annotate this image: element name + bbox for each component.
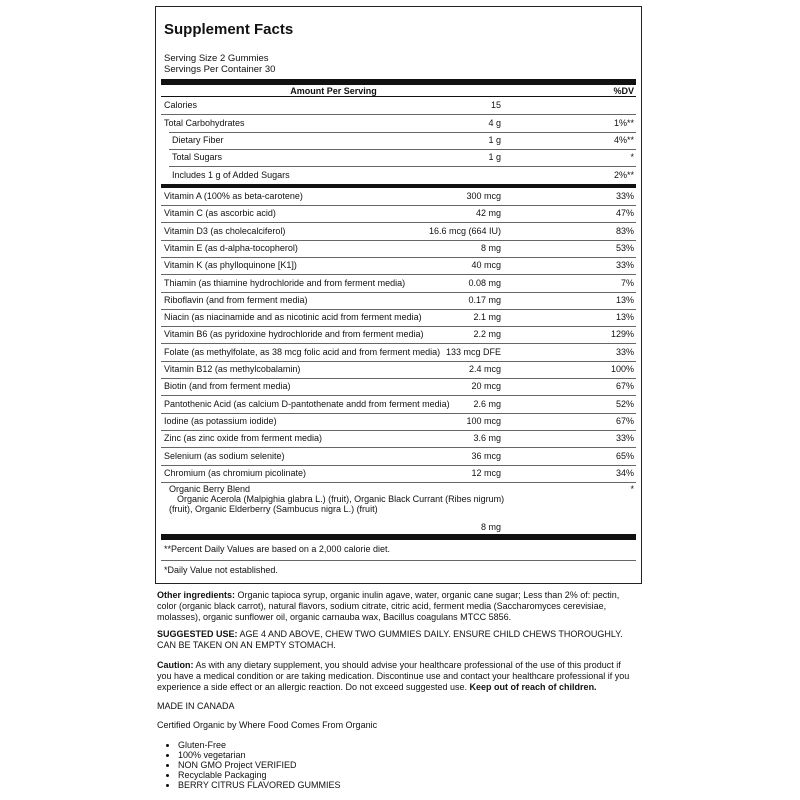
nutrient-name: Vitamin K (as phylloquinone [K1]) [164,260,297,270]
nutrient-name: Pantothenic Acid (as calcium D-pantothenate andd from ferment media) [164,399,450,409]
other-ingredients [157,590,637,623]
caution [157,660,637,693]
amount-per-serving-header: Amount Per Serving [290,86,377,96]
nutrient-name: Vitamin E (as d-alpha-tocopherol) [164,243,298,253]
row-divider [161,240,636,241]
row-divider [169,166,636,167]
row-divider [169,149,636,150]
suggested-use [157,629,637,651]
row-divider [161,430,636,431]
nutrient-amount: 300 mcg [466,191,501,201]
panel-title: Supplement Facts [164,21,294,38]
row-divider [169,132,636,133]
serving-size: Serving Size 2 Gummies [164,53,269,64]
other-ingredients-text: Organic tapioca syrup, organic inulin agave, water, organic cane sugar; Less than 2% of: pectin, color (organic black carrot), natural flavors, sodium citrate, citric acid, ferment media (Saccharomyces cerevisiae, molasses), organic sunflower oil, organic carnauba wax, Bacillus coagulans MTCC 5856. [157,590,620,622]
blend-amount: 8 mg [480,522,501,532]
caution-text: As with any dietary supplement, you should advise your healthcare professional of the use of this product if you have a medical condition or are taking medication. Discontinue use and contact your healthcare professional if you experience a side effect or an allergic reaction. Do not exceed suggested use. [157,660,630,692]
nutrient-amount: 0.08 mg [468,278,501,288]
row-divider [161,222,636,223]
nutrient-dv: 13% [615,295,634,305]
nutrient-amount: 2.2 mg [473,329,501,339]
nutrient-amount: 2.6 mg [473,399,501,409]
macro-name: Total Carbohydrates [164,118,245,128]
blend-name: Organic Berry Blend [169,484,251,494]
feature-item: • NON GMO Project VERIFIED [178,760,341,770]
nutrient-dv: 34% [615,468,634,478]
nutrient-name: Selenium (as sodium selenite) [164,451,285,461]
footnote-not-established: *Daily Value not established. [164,565,278,575]
nutrient-amount: 2.4 mcg [468,364,501,374]
nutrient-name: Niacin (as niacinamide and as nicotinic acid from ferment media) [164,312,422,322]
nutrient-name: Biotin (and from ferment media) [164,381,291,391]
nutrient-name: Riboflavin (and from ferment media) [164,295,308,305]
nutrient-name: Iodine (as potassium iodide) [164,416,277,426]
blend-dv: * [630,484,634,494]
macro-dv: 2%** [613,170,634,180]
nutrient-amount: 12 mcg [471,468,501,478]
nutrient-dv: 47% [615,208,634,218]
macro-dv: * [630,152,634,162]
serving-info [164,53,275,75]
footnote-divider [161,560,636,561]
caution-label: Caution: [157,660,194,670]
nutrient-dv: 53% [615,243,634,253]
macro-dv: 1%** [613,118,634,128]
row-divider [161,309,636,310]
nutrient-dv: 67% [615,381,634,391]
macro-name: Total Sugars [172,152,223,162]
nutrient-amount: 40 mcg [471,260,501,270]
row-divider [161,361,636,362]
nutrient-dv: 33% [615,433,634,443]
row-divider [161,292,636,293]
berry-blend [169,484,504,514]
row-divider [161,413,636,414]
nutrient-name: Vitamin A (100% as beta-carotene) [164,191,303,201]
header-divider [161,96,636,97]
row-divider [161,482,636,483]
nutrient-name: Thiamin (as thiamine hydrochloride and from ferment media) [164,278,406,288]
nutrient-dv: 13% [615,312,634,322]
nutrient-amount: 20 mcg [471,381,501,391]
other-ingredients-label: Other ingredients: [157,590,236,600]
nutrient-name: Vitamin C (as ascorbic acid) [164,208,276,218]
macro-divider [161,184,636,188]
nutrient-amount: 2.1 mg [473,312,501,322]
table-header [161,86,636,96]
nutrient-name: Chromium (as chromium picolinate) [164,468,307,478]
nutrient-dv: 33% [615,347,634,357]
nutrient-amount: 133 mcg DFE [445,347,501,357]
blend-line-1: Organic Acerola (Malpighia glabra L.) (fruit), Organic Black Currant (Ribes nigrum) [177,494,505,504]
row-divider [161,205,636,206]
suggested-use-text: AGE 4 AND ABOVE, CHEW TWO GUMMIES DAILY. ENSURE CHILD CHEWS THOROUGHLY. CAN BE TAKEN ON AN EMPTY STOMACH. [157,629,623,650]
macro-name: Includes 1 g of Added Sugars [172,170,290,180]
nutrient-amount: 3.6 mg [473,433,501,443]
nutrient-amount: 36 mcg [471,451,501,461]
feature-list [160,740,341,790]
nutrient-name: Folate (as methylfolate, as 38 mcg folic acid and from ferment media) [164,347,441,357]
feature-item: • BERRY CITRUS FLAVORED GUMMIES [178,780,341,790]
macro-name: Calories [164,100,198,110]
row-divider [161,274,636,275]
nutrient-amount: 100 mcg [466,416,501,426]
feature-item: • 100% vegetarian [178,750,341,760]
macro-amount: 1 g [488,152,501,162]
row-divider [161,326,636,327]
feature-item: • Gluten-Free [178,740,341,750]
caution-bold: Keep out of reach of children. [469,682,597,692]
row-divider [161,465,636,466]
dv-header: %DV [613,86,634,96]
nutrient-amount: 42 mg [475,208,501,218]
thick-divider [161,79,636,85]
footnote-percent-dv: **Percent Daily Values are based on a 2,000 calorie diet. [164,544,390,554]
suggested-use-label: SUGGESTED USE: [157,629,238,639]
row-divider [161,343,636,344]
nutrient-dv: 129% [610,329,634,339]
nutrient-name: Zinc (as zinc oxide from ferment media) [164,433,323,443]
nutrient-dv: 65% [615,451,634,461]
macro-amount: 4 g [488,118,501,128]
row-divider [161,114,636,115]
row-divider [161,378,636,379]
row-divider [161,395,636,396]
nutrient-amount: 8 mg [480,243,501,253]
nutrient-dv: 67% [615,416,634,426]
nutrient-name: Vitamin B12 (as methylcobalamin) [164,364,301,374]
nutrient-dv: 33% [615,260,634,270]
nutrient-dv: 83% [615,226,634,236]
servings-per-container: Servings Per Container 30 [164,64,276,75]
certified-organic: Certified Organic by Where Food Comes From Organic [157,720,378,730]
supplement-facts-panel [155,6,642,584]
bottom-divider [161,534,636,540]
macro-name: Dietary Fiber [172,135,224,145]
row-divider [161,257,636,258]
macro-amount: 1 g [488,135,501,145]
nutrient-dv: 33% [615,191,634,201]
nutrient-amount: 0.17 mg [468,295,501,305]
nutrient-dv: 52% [615,399,634,409]
nutrient-name: Vitamin B6 (as pyridoxine hydrochloride and from ferment media) [164,329,424,339]
nutrient-dv: 7% [620,278,634,288]
row-divider [161,447,636,448]
macro-amount: 15 [490,100,501,110]
made-in: MADE IN CANADA [157,701,235,711]
nutrient-dv: 100% [610,364,634,374]
nutrient-name: Vitamin D3 (as cholecalciferol) [164,226,286,236]
macro-dv: 4%** [613,135,634,145]
feature-item: • Recyclable Packaging [178,770,341,780]
blend-line-2: (fruit), Organic Elderberry (Sambucus nigra L.) (fruit) [169,504,378,514]
nutrient-amount: 16.6 mcg (664 IU) [428,226,501,236]
